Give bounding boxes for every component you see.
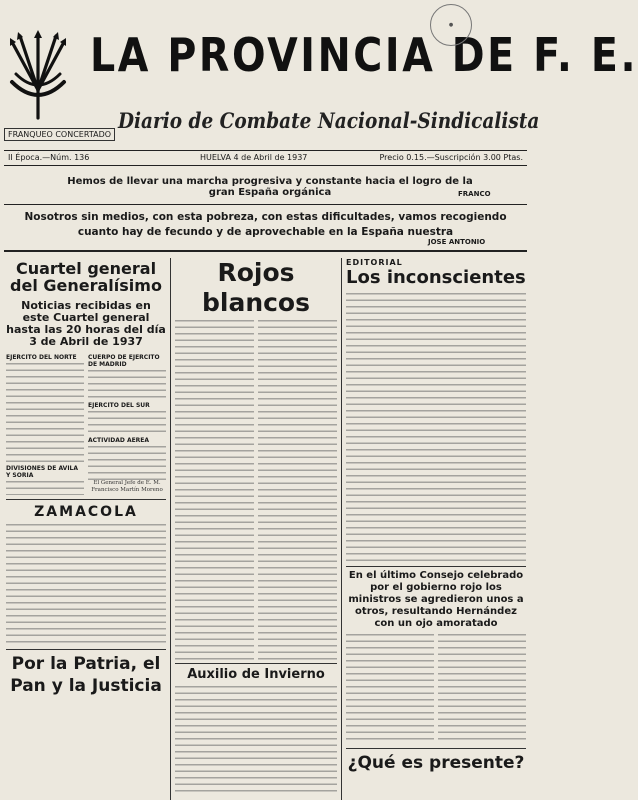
divider	[4, 250, 527, 252]
divider	[346, 566, 526, 567]
editorial-kicker: EDITORIAL	[346, 258, 403, 267]
article-text	[6, 524, 166, 646]
section-norte: EJERCITO DEL NORTE	[6, 354, 77, 361]
issue-info-bar	[4, 150, 527, 166]
left-column	[6, 258, 166, 697]
price-info: Precio 0.15.—Suscripción 3.00 Ptas.	[379, 153, 523, 162]
headline-auxilio: Auxilio de Invierno	[187, 667, 325, 682]
article-text	[6, 481, 84, 495]
middle-column	[175, 258, 337, 796]
right-column	[346, 258, 526, 773]
jose-antonio-quote: Nosotros sin medios, con esta pobreza, con estas dificultades, vamos recogiendo cuanto hay de fecundo y de aprovechable en la España nuestra	[24, 211, 507, 238]
article-text	[88, 446, 166, 480]
subheadline-noticias: Noticias recibidas en este Cuartel general hasta las 20 horas del día 3 de Abril de 1937	[6, 299, 166, 348]
jose-antonio-attribution: JOSE ANTONIO	[428, 238, 486, 246]
divider	[346, 748, 526, 749]
column-rule	[170, 258, 171, 800]
article-text	[346, 293, 526, 563]
newspaper-subtitle: Diario de Combate Nacional-Sindicalista	[118, 108, 540, 133]
headline-zamacola: ZAMACOLA	[34, 504, 138, 520]
signature: El General Jefe de E. M. Francisco Martín Moreno	[91, 480, 163, 493]
headline-inconscientes: Los inconscientes	[346, 267, 526, 288]
article-text	[438, 634, 526, 744]
newspaper-title: LA PROVINCIA DE F. E.	[90, 28, 638, 82]
divider	[4, 204, 527, 205]
yoke-and-arrows-icon	[6, 30, 70, 120]
divider	[6, 499, 166, 500]
article-text	[6, 363, 84, 463]
franco-quote: Hemos de llevar una marcha progresiva y constante hacia el logro de la gran España orgánica	[67, 176, 473, 198]
column-rule	[341, 258, 342, 800]
headline-consejo: En el último Consejo celebrado por el gobierno rojo los ministros se agredieron unos a otros, resultando Hernández con un ojo amoratado	[348, 570, 524, 629]
section-aerea: ACTIVIDAD AEREA	[88, 437, 150, 444]
article-text	[88, 411, 166, 435]
headline-cuartel: Cuartel general del Generalísimo	[10, 259, 162, 295]
section-sur: EJERCITO DEL SUR	[88, 402, 150, 409]
article-text	[175, 686, 337, 796]
library-seal-icon: ●	[430, 4, 472, 46]
place-date: HUELVA 4 de Abril de 1937	[200, 153, 308, 162]
section-madrid: CUERPO DE EJERCITO DE MADRID	[88, 354, 160, 368]
headline-patria: Por la Patria, el Pan y la Justicia	[10, 654, 162, 696]
article-text	[258, 320, 337, 660]
masthead	[0, 0, 638, 150]
headline-rojos-blancos: Rojos blancos	[201, 258, 310, 317]
article-text	[88, 370, 166, 400]
section-avila: DIVISIONES DE AVILA Y SORIA	[6, 465, 79, 479]
headline-que-es-presente: ¿Qué es presente?	[347, 753, 525, 773]
divider	[6, 649, 166, 650]
franco-attribution: FRANCO	[458, 190, 491, 198]
franqueo-stamp: FRANQUEO CONCERTADO	[4, 128, 115, 141]
article-text	[175, 320, 254, 660]
article-text	[346, 634, 434, 744]
issue-number: II Época.—Núm. 136	[8, 153, 90, 162]
divider	[175, 663, 337, 664]
